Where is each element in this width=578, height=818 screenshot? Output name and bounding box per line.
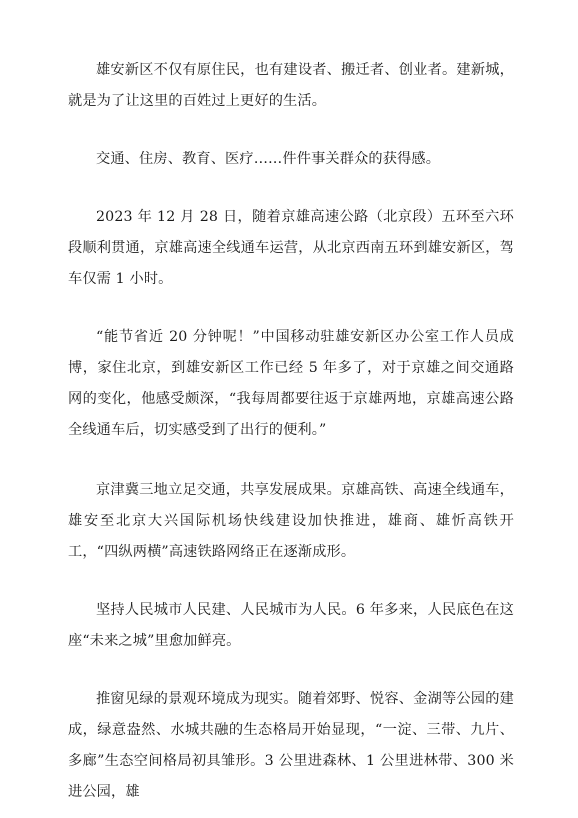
paragraph-residents: 雄安新区不仅有原住民，也有建设者、搬迁者、创业者。建新城，就是为了让这里的百姓过上更好的生活。	[68, 62, 514, 109]
paragraph-wellbeing: 交通、住房、教育、医疗……件件事关群众的获得感。	[96, 151, 441, 167]
paragraph-regional-transport: 京津冀三地立足交通，共享发展成果。京雄高铁、高速全线通车，雄安至北京大兴国际机场快线建设加快推进，雄商、雄忻高铁开工，“四纵两横”高速铁路网络正在逐渐成形。	[68, 482, 514, 560]
paragraph-expressway-opening: 2023 年 12 月 28 日，随着京雄高速公路（北京段）五环至六环段顺利贯通，京雄高速全线通车运营，从北京西南五环到雄安新区，驾车仅需 1 小时。	[68, 209, 514, 287]
paragraph-green-landscape: 推窗见绿的景观环境成为现实。随着郊野、悦容、金湖等公园的建成，绿意盎然、水城共融的生态格局开始显现，“一淀、三带、九片、多廊”生态空间格局初具雏形。3 公里进森林、1 公里进林带、300 米进公园，雄	[68, 691, 514, 800]
paragraph-people-city: 坚持人民城市人民建、人民城市为人民。6 年多来，人民底色在这座“未来之城”里愈加鲜亮。	[68, 602, 514, 649]
paragraph-commuter-quote: “能节省近 20 分钟呢！”中国移动驻雄安新区办公室工作人员成博，家住北京，到雄安新区工作已经 5 年多了，对于京雄之间交通路网的变化，他感受颇深，“我每周都要往返于京雄两地，京雄高速公路全线通车后，切实感受到了出行的便利。”	[68, 329, 514, 438]
